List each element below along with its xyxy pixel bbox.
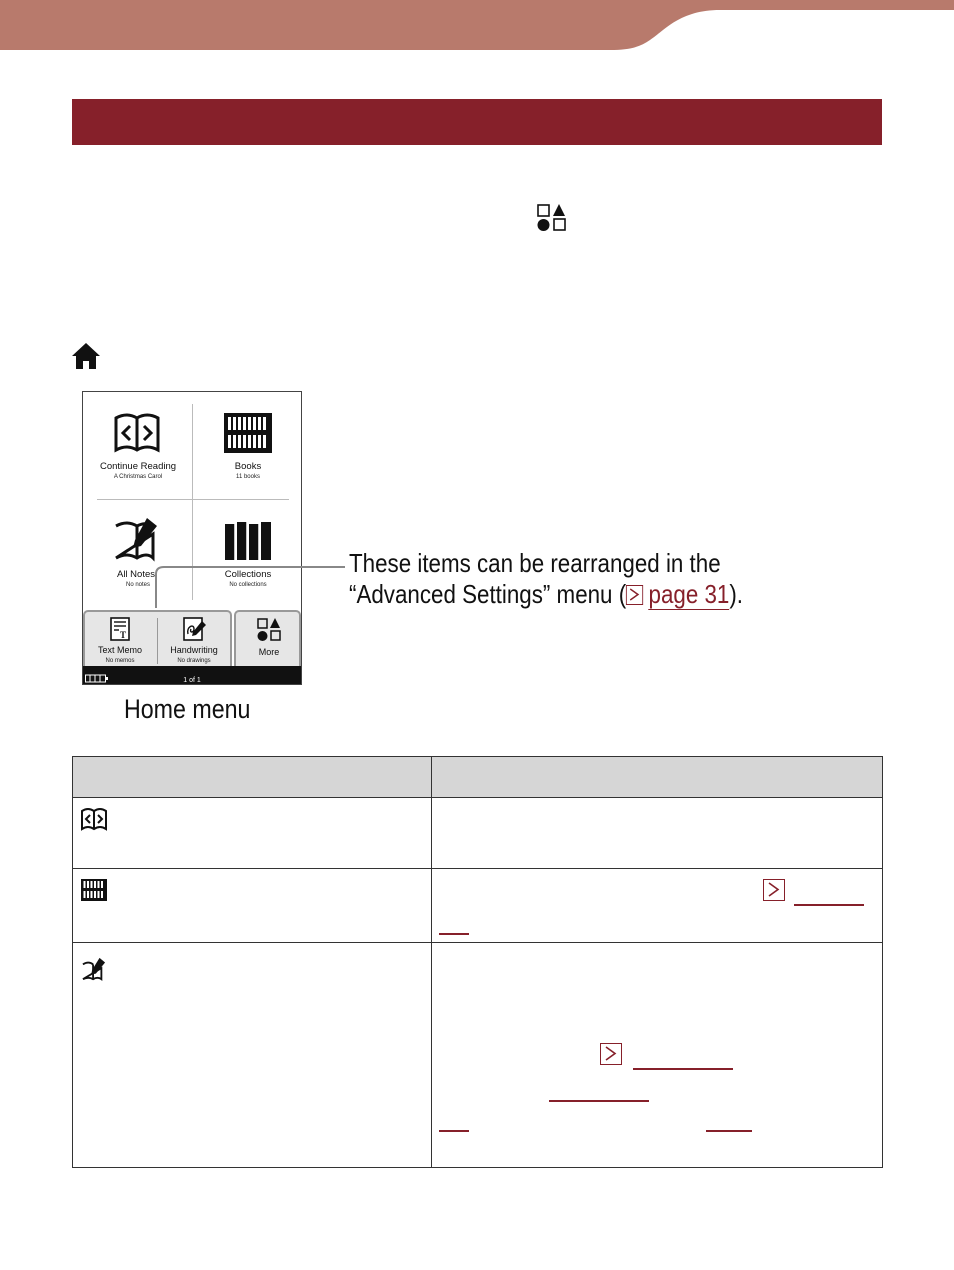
tile-label: Continue Reading (99, 461, 177, 472)
open-book-icon (113, 412, 161, 454)
more-shapes-icon (535, 203, 569, 233)
home-menu-screenshot (82, 391, 302, 685)
section-title-bar (72, 99, 882, 145)
button-sublabel: No memos (105, 658, 135, 664)
table-column-divider (431, 757, 432, 1167)
page-link-underline[interactable] (439, 1130, 469, 1132)
svg-text:T: T (120, 630, 127, 640)
button-label: More (258, 647, 280, 657)
table-row-divider (73, 868, 882, 869)
page-reference-arrow-icon (626, 585, 643, 605)
tile-label: Collections (224, 569, 272, 580)
button-sublabel: No drawings (177, 658, 211, 664)
page-31-link[interactable]: page 31 (648, 579, 730, 609)
callout-text (349, 548, 796, 610)
page-link-underline[interactable] (633, 1068, 733, 1070)
page-reference-arrow-icon (763, 879, 785, 901)
home-icon (70, 341, 102, 371)
tile-books[interactable] (193, 392, 303, 498)
notebook-pen-icon (113, 516, 163, 562)
callout-line-1: These items can be rearranged in the (349, 548, 721, 578)
tile-sublabel: No notes (125, 582, 150, 588)
text-memo-icon (109, 617, 131, 641)
callout-line-2 (349, 579, 796, 610)
more-button[interactable] (234, 610, 301, 672)
notebook-pen-icon (80, 957, 108, 981)
callout-connector (150, 560, 350, 610)
open-book-icon (80, 807, 108, 831)
tile-continue-reading[interactable] (83, 392, 193, 498)
tile-label: Books (234, 461, 262, 472)
page-link-underline[interactable] (794, 904, 864, 906)
callout-line-2-end: ). (729, 579, 744, 609)
callout-line-2-start: “Advanced Settings” menu ( (349, 579, 627, 609)
page-link-underline[interactable] (706, 1130, 752, 1132)
table-header (73, 757, 882, 798)
bookshelf-icon (80, 878, 108, 902)
bookshelf-icon (223, 412, 273, 454)
collections-icon (223, 518, 273, 562)
tile-label: All Notes (116, 569, 155, 580)
more-shapes-icon (256, 618, 282, 642)
header-band (0, 0, 954, 50)
page-link-underline[interactable] (549, 1100, 649, 1102)
handwriting-icon (182, 617, 208, 641)
text-memo-button[interactable] (85, 612, 155, 670)
table-row-divider (73, 942, 882, 943)
page-reference-arrow-icon (600, 1043, 622, 1065)
handwriting-button[interactable] (158, 612, 230, 670)
button-label: Handwriting (170, 645, 218, 655)
tile-sublabel: No collections (229, 582, 267, 588)
tile-sublabel: A Christmas Carol (113, 474, 163, 480)
page-indicator: 1 of 1 (183, 677, 201, 684)
figure-caption: Home menu (124, 694, 251, 724)
button-label: Text Memo (97, 645, 142, 655)
options-table (72, 756, 883, 1168)
tile-sublabel: 11 books (236, 474, 260, 480)
page-link-underline[interactable] (439, 933, 469, 935)
